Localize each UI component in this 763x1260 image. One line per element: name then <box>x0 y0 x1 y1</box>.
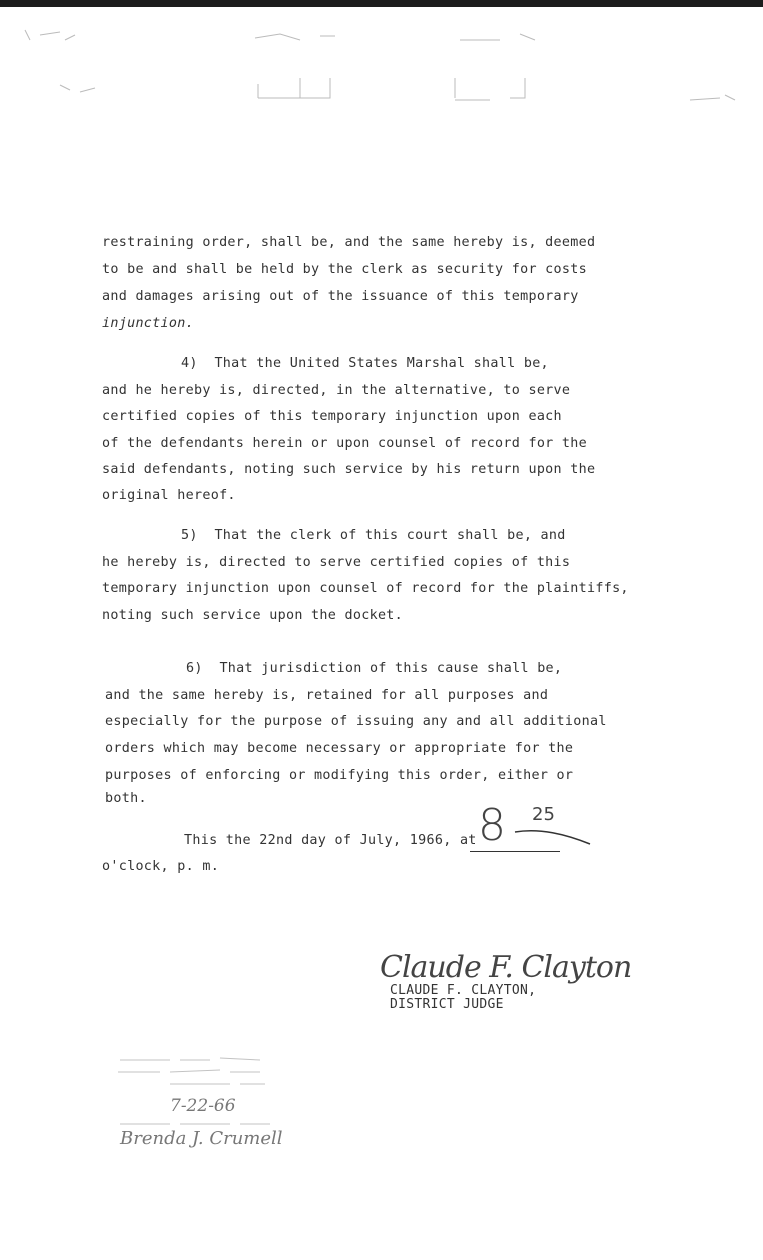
handwritten-stroke <box>510 820 600 850</box>
text-line: orders which may become necessary or appropriate for the <box>105 741 574 756</box>
text-line: especially for the purpose of issuing any and all additional <box>105 714 607 729</box>
text-line: and the same hereby is, retained for all purposes and <box>105 688 549 703</box>
handwritten-minute: 25 <box>532 804 555 825</box>
text-line: of the defendants herein or upon counsel of record for the <box>102 436 587 451</box>
text-line: temporary injunction upon counsel of record for the plaintiffs, <box>102 581 629 596</box>
text-line: restraining order, shall be, and the same hereby is, deemed <box>102 235 596 250</box>
stamp-signature: Brenda J. Crumell <box>120 1128 283 1149</box>
signer-title: DISTRICT JUDGE <box>390 997 504 1012</box>
text-line: purposes of enforcing or modifying this order, either or <box>105 768 574 783</box>
date-line-2: o'clock, p. m. <box>102 859 220 874</box>
text-line: and damages arising out of the issuance of this temporary <box>102 289 579 304</box>
text-line: 5) That the clerk of this court shall be, and <box>181 528 566 543</box>
text-line: 4) That the United States Marshal shall be, <box>181 356 549 371</box>
text-line: certified copies of this temporary injunction upon each <box>102 409 562 424</box>
judge-signature: Claude F. Clayton <box>380 950 632 985</box>
text-line: said defendants, noting such service by his return upon the <box>102 462 596 477</box>
text-line: noting such service upon the docket. <box>102 608 404 623</box>
time-blank <box>470 851 560 852</box>
text-line: original hereof. <box>102 488 236 503</box>
stamp-date: 7-22-66 <box>170 1096 236 1116</box>
date-line: This the 22nd day of July, 1966, at <box>184 833 477 848</box>
text-line: he hereby is, directed to serve certified copies of this <box>102 555 571 570</box>
text-line: 6) That jurisdiction of this cause shall be, <box>186 661 563 676</box>
text-line: both. <box>105 791 147 806</box>
stamp-faded-text <box>110 1050 290 1095</box>
text-line: and he hereby is, directed, in the alternative, to serve <box>102 383 571 398</box>
handwritten-hour: 8 <box>478 800 506 851</box>
text-line: injunction. <box>102 316 194 331</box>
signer-name: CLAUDE F. CLAYTON, <box>390 983 537 998</box>
text-line: to be and shall be held by the clerk as security for costs <box>102 262 587 277</box>
scan-artifacts <box>0 0 763 140</box>
